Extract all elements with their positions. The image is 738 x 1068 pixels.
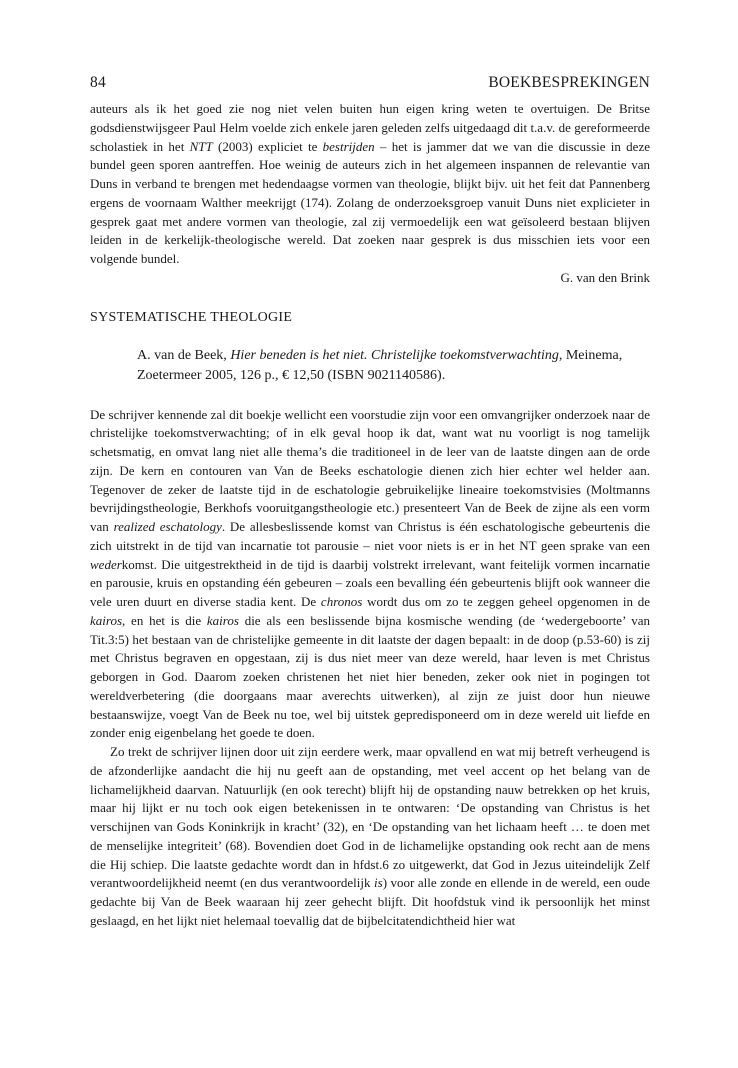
- text-run: ) voor alle zonde en ellende in de wereld, een oude gedachte bij Van de Beek waaraan hij zeer gehecht blijft. Dit hoofdstuk vind ik persoonlijk het minst geslaagd, en het lijkt niet helemaal toevallig dat de bijbelcitatendichtheid hier wat: [90, 875, 650, 928]
- emphasis: is: [374, 875, 383, 891]
- running-head-title: BOEKBESPREKINGEN: [488, 74, 650, 91]
- text-run: wordt dus om zo te zeggen geheel opgenomen in de: [362, 594, 650, 609]
- text-run: komst. Die uitgestrektheid in de tijd is daarbij volstrekt irrelevant, want feitelijk vormen incarnatie en parousie, kruis en opstanding één gebeuren – zoals een bevalling één gebeurtenis blijft ook wanneer die vele uren duurt en diverse stadia kent. De: [90, 556, 650, 609]
- citation-author: A. van de Beek,: [137, 347, 231, 363]
- text-run: (2003) expliciet te: [212, 138, 323, 154]
- emphasis: kairos: [90, 612, 123, 628]
- review-paragraph: [90, 406, 650, 744]
- review-paragraph: [90, 100, 650, 269]
- page: [90, 74, 650, 931]
- text-run: – het is jammer dat we van die discussie in deze bundel geen sporen aantreffen. Hoe weinig de auteurs zich in het algemeen inspannen de relevantie van Duns in verband te brengen met hedendaagse vormen van theologie, blijkt bijv. uit het feit dat Pannenberg ergens de voornaam Walther meekrijgt (174). Zolang de onderzoeksgroep vanuit Duns niet explicieter in gesprek gaat met andere vormen van theologie, zal zij vermoedelijk een wat geïsoleerd bestaan blijven leiden in de kerkelijk-theologische wereld. Dat zoeken naar gesprek is dus misschien iets voor een volgende bundel.: [90, 138, 650, 266]
- emphasis: weder: [90, 556, 122, 572]
- text-run: auteurs als ik het goed zie nog niet velen buiten hun eigen kring weten te overtuigen. De Britse godsdienstwijsgeer Paul Helm voelde zich enkele jaren geleden zelfs uitgedaagd dit t.a.v. de gereformeerde scholastiek in het: [90, 101, 650, 154]
- journal-abbrev: NTT: [189, 138, 213, 154]
- section-heading: SYSTEMATISCHE THEOLOGIE: [90, 309, 293, 325]
- citation-title: Hier beneden is het niet. Christelijke toekomstverwachting: [230, 347, 559, 363]
- book-citation: [137, 346, 650, 386]
- text-run: , en het is die: [122, 612, 207, 628]
- review-continuation: [90, 100, 650, 269]
- emphasis: bestrijden: [322, 138, 375, 154]
- emphasis: realized eschatology: [113, 519, 222, 534]
- text-run: die als een beslissende bijna kosmische wending (de ‘wedergeboorte’ van Tit.3:5) het bestaan van de christelijke gemeente in dit laatste der dagen bepaalt: in de doop (p.53-60) is zij met Christus begraven en opgestaan, zij is dus niet meer van deze wereld, haar leven is met Christus geborgen in God. Daarom zoeken christenen het niet hier beneden, zeker ook niet in pogingen tot wereldverbetering (die doorgaans maar averechts uitwerken), al zijn ze juist door hun nieuwe bestaanswijze, voegt Van de Beek nu toe, wel bij uitstek gepredisponeerd om in deze wereld uit liefde en zonder enig eigenbelang het goede te doen.: [90, 612, 650, 741]
- text-run: . De allesbeslissende komst van Christus is één eschatologische gebeurtenis die zich uitstrekt in de tijd van incarnatie tot parousie – niet voor niets is er in het NT geen sprake van een: [90, 519, 650, 553]
- reviewer-signature: G. van den Brink: [560, 269, 650, 285]
- text-run: Zo trekt de schrijver lijnen door uit zijn eerdere werk, maar opvallend en wat mij betreft verheugend is de afzonderlijke aandacht die hij nu geeft aan de opstanding, met veel accent op het belang van de lichamelijkheid daarvan. Natuurlijk (en ook terecht) blijft hij de opstanding nauw betrekken op het kruis, maar hij lijkt er nu toch ook eigen betekenissen in te ontwaren: ‘De opstanding van Christus is het verschijnen van Gods Koninkrijk in kracht’ (32), en ‘De opstanding van het lichaam heeft … te doen met de menselijke integriteit’ (68). Bovendien doet God in de lichamelijke opstanding ook recht aan de mens die Hij schiep. Die laatste gedachte wordt dan in hfdst.6 zo uitgewerkt, dat God in Jezus uiteindelijk Zelf verantwoordelijkheid neemt (en dus verantwoordelijk: [90, 744, 650, 891]
- emphasis: kairos: [206, 612, 239, 628]
- running-head: [90, 74, 650, 100]
- review-paragraph: [90, 743, 650, 931]
- page-number: 84: [90, 74, 106, 91]
- text-run: De schrijver kennende zal dit boekje wellicht een voorstudie zijn voor een omvangrijker onderzoek naar de christelijke toekomstverwachting; of in elk geval hoop ik dat, want wat nu voorligt is nog tamelijk schetsmatig, en omvat lang niet alle thema’s die traditioneel in de leer van de laatste dingen aan de orde zijn. De kern en contouren van Van de Beeks eschatologie dienen zich hier echter wel helder aan. Tegenover de zeker de laatste tijd in de eschatologie gebruikelijke lineaire toekomstvisies (Moltmanns bevrijdingstheologie, Berkhofs vooruitgangstheologie etc.) presenteert Van de Beek de zijne als een vorm van: [90, 406, 650, 534]
- emphasis: chronos: [320, 594, 363, 609]
- review-body: [90, 406, 650, 931]
- citation-details: , Meinema, Zoetermeer 2005, 126 p., € 12,50 (ISBN 9021140586).: [137, 347, 623, 383]
